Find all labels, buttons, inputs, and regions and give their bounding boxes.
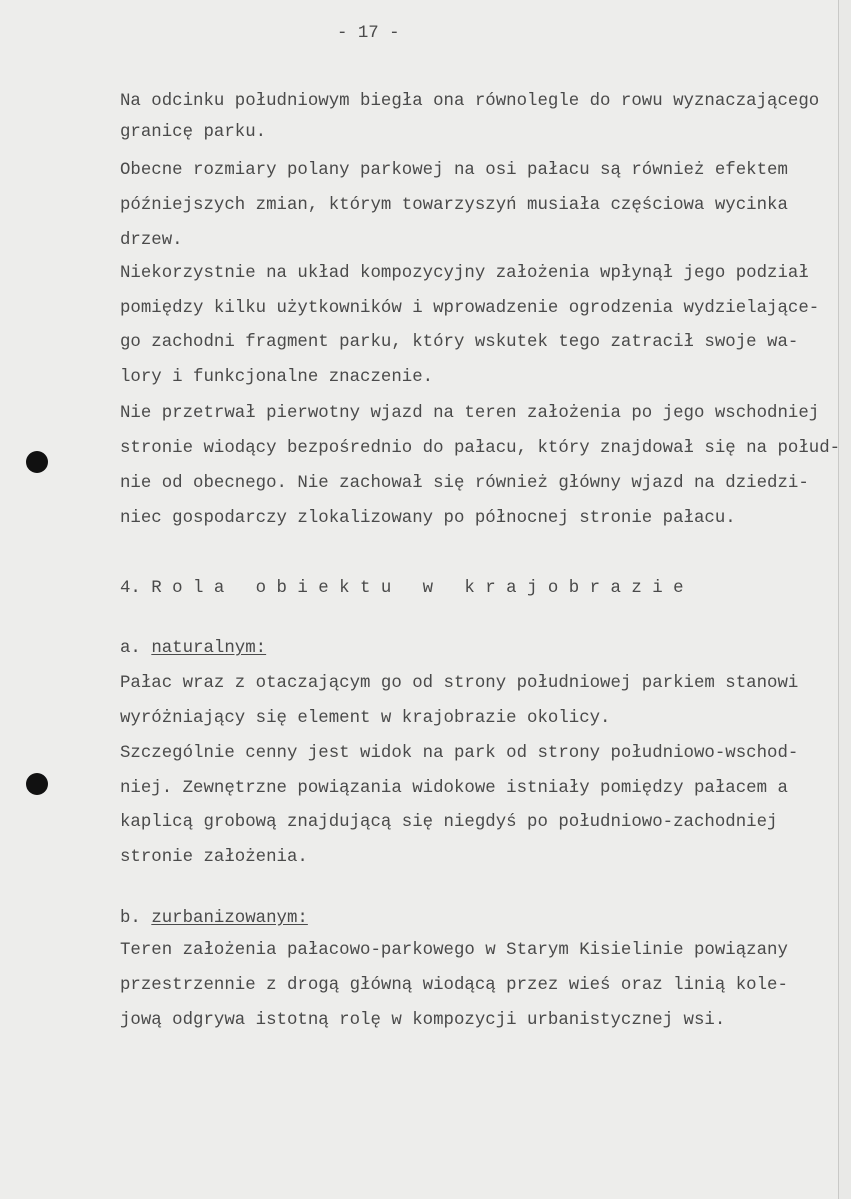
text-line: go zachodni fragment parku, który wskutek tego zatracił swoje wa- [120, 333, 799, 352]
text-line: Szczególnie cenny jest widok na park od strony południowo-wschod- [120, 744, 799, 763]
text-line: Pałac wraz z otaczającym go od strony południowej parkiem stanowi [120, 674, 799, 693]
text-line: jową odgrywa istotną rolę w kompozycji urbanistycznej wsi. [120, 1011, 726, 1030]
text-line: lory i funkcjonalne znaczenie. [120, 368, 434, 387]
text-line: Niekorzystnie na układ kompozycyjny założenia wpłynął jego podział [120, 264, 809, 283]
punch-hole [26, 451, 48, 473]
section-heading: 4. R o l a o b i e k t u w k r a j o b r a z i e [120, 579, 684, 598]
text-line: Teren założenia pałacowo-parkowego w Starym Kisielinie powiązany [120, 941, 788, 960]
subsection-b-heading [120, 909, 308, 929]
text-line: Nie przetrwał pierwotny wjazd na teren założenia po jego wschodniej [120, 404, 820, 423]
text-line: Obecne rozmiary polany parkowej na osi pałacu są również efektem [120, 161, 788, 180]
subsection-a-prefix: a. [120, 639, 152, 658]
subsection-a-title: naturalnym: [151, 639, 267, 658]
subsection-b-title: zurbanizowanym: [151, 909, 308, 928]
text-line: wyróżniający się element w krajobrazie okolicy. [120, 709, 611, 728]
text-line: pomiędzy kilku użytkowników i wprowadzenie ogrodzenia wydzielające- [120, 299, 820, 318]
text-line: przestrzennie z drogą główną wiodącą przez wieś oraz linią kole- [120, 976, 788, 995]
text-line: kaplicą grobową znajdującą się niegdyś po południowo-zachodniej [120, 813, 778, 832]
text-line: stronie założenia. [120, 848, 308, 867]
text-line: niej. Zewnętrzne powiązania widokowe istniały pomiędzy pałacem a [120, 779, 788, 798]
text-line: Na odcinku południowym biegła ona równolegle do rowu wyznaczającego [120, 92, 820, 111]
subsection-a-heading [120, 639, 266, 659]
text-line: granicę parku. [120, 123, 267, 142]
text-line: nie od obecnego. Nie zachował się również główny wjazd na dziedzi- [120, 474, 809, 493]
subsection-b-prefix: b. [120, 909, 152, 928]
text-line: późniejszych zmian, którym towarzyszyń musiała częściowa wycinka [120, 196, 788, 215]
text-line: drzew. [120, 231, 183, 250]
punch-hole [26, 773, 48, 795]
text-line: niec gospodarczy zlokalizowany po północnej stronie pałacu. [120, 509, 736, 528]
page-number: - 17 - [337, 24, 400, 43]
text-line: stronie wiodący bezpośrednio do pałacu, który znajdował się na połud- [120, 439, 841, 458]
